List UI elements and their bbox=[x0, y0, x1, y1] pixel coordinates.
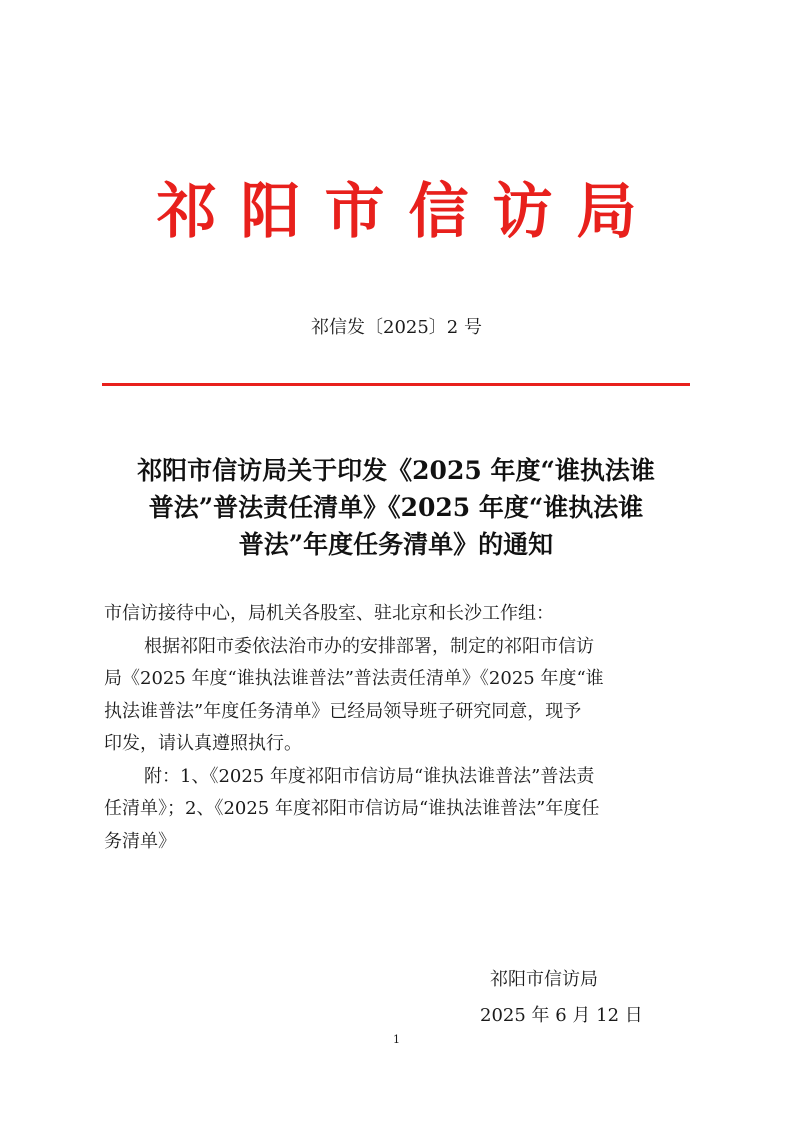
addressee-line: 市信访接待中心，局机关各股室、驻北京和长沙工作组： bbox=[104, 603, 554, 624]
signature-org: 祁阳市信访局 bbox=[490, 969, 598, 990]
document-title bbox=[100, 452, 692, 563]
document-body bbox=[104, 598, 692, 858]
page-number: 1 bbox=[393, 1033, 400, 1046]
title-line: 普法”年度任务清单》的通知 bbox=[238, 530, 554, 559]
title-line: 普法”普法责任清单》《2025 年度“谁执法谁 bbox=[148, 493, 644, 522]
attachment-line: 附：1、《2025 年度祁阳市信访局“谁执法谁普法”普法责 bbox=[144, 765, 595, 787]
attachment-line: 务清单》 bbox=[104, 830, 176, 852]
title-line: 祁阳市信访局关于印发《2025 年度“谁执法谁 bbox=[137, 456, 655, 485]
paragraph-line: 印发，请认真遵照执行。 bbox=[104, 733, 302, 754]
paragraph-line: 局《2025 年度“谁执法谁普法”普法责任清单》《2025 年度“谁 bbox=[104, 668, 604, 689]
document-number: 祁信发〔2025〕2 号 bbox=[311, 317, 482, 338]
paragraph-line: 执法谁普法”年度任务清单》已经局领导班子研究同意，现予 bbox=[104, 700, 582, 722]
attachment-line: 任清单》；2、《2025 年度祁阳市信访局“谁执法谁普法”年度任 bbox=[104, 798, 600, 819]
signature-date: 2025 年 6 月 12 日 bbox=[480, 1005, 643, 1026]
issuer-masthead: 祁阳市信访局 bbox=[156, 177, 661, 247]
paragraph-line: 根据祁阳市委依法治市办的安排部署，制定的祁阳市信访 bbox=[144, 635, 594, 657]
red-divider-line bbox=[102, 383, 690, 386]
